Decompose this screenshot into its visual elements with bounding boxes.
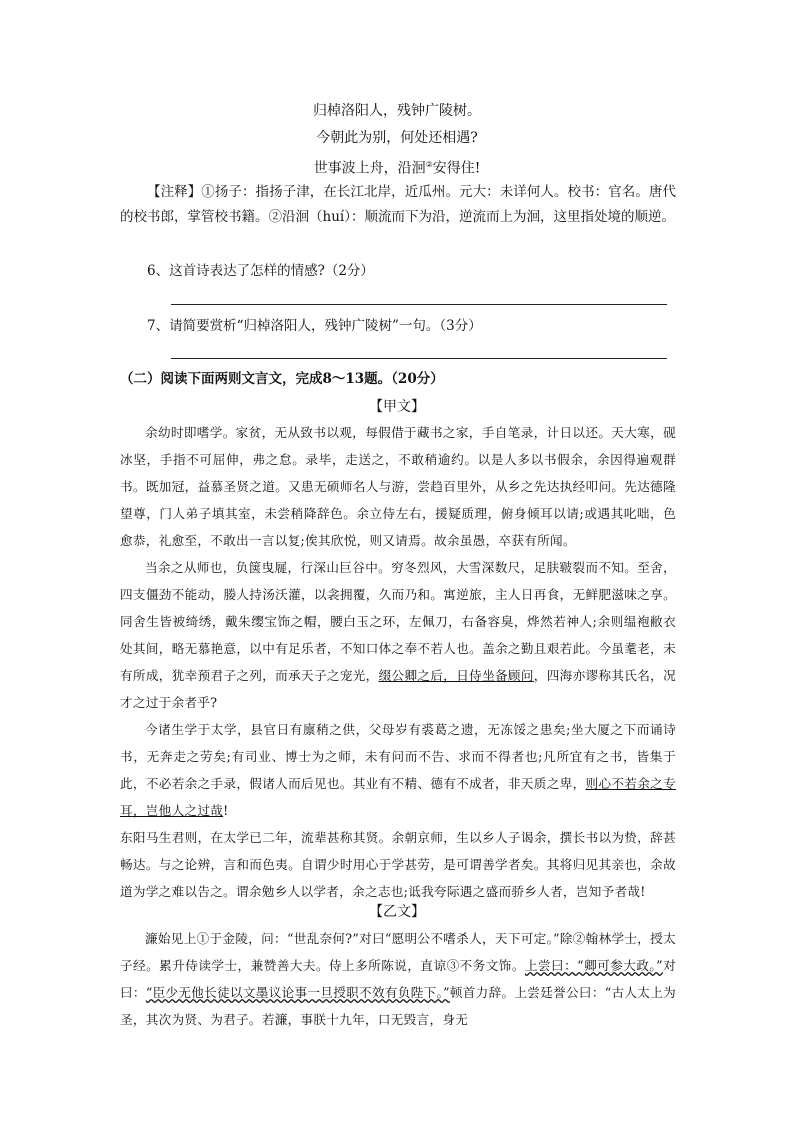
jia-paragraph-4: 东阳马生君则，在太学已二年，流辈甚称其贤。余朝京师，生以乡人子谒余，撰长书以为贽，辞甚畅达。与之论辨，言和而色夷。自谓少时用心于学甚劳，是可谓善学者矣。其将归见其亲也，余故道为学之难以告之。谓余勉乡人以学者，余之志也;诋我夸际遇之盛而骄乡人者，岂知予者哉! [120, 830, 676, 899]
note-marker-3: ③ [446, 958, 460, 973]
question-7: 7、请简要赏析“归棹洛阳人，残钟广陵树”一句。（3分） [147, 318, 482, 334]
jia-paragraph-3-text: 今诸生学于太学，县官日有廪稍之供，父母岁有裘葛之遗，无冻馁之患矣;坐大厦之下而诵诗书，无奔走之劳矣;有司业、博士为之师，未有问而不告、求而不得者也;凡所宜有之书，皆集于此，不必若余之手录，假诸人而后见也。其业有不精、德有不成者，非天质之卑， [120, 722, 676, 791]
poem-line-3-end: 安得住! [432, 160, 481, 177]
poem-line-2: 今朝此为别，何处还相遇? [316, 130, 478, 146]
yi-text-f: 顿首力辞。上尝廷誉公曰：“古人太上为圣，其次为贤、为君子。若濂，事朕十九年，口无毁言，身无 [120, 985, 676, 1027]
poem-line-1: 归棹洛阳人，残钟广陵树。 [313, 103, 481, 119]
note-marker-2: ② [572, 931, 586, 946]
poem-line-3 [0, 155, 794, 179]
yi-text-c: 翰林学士，授太子经。累升侍读学士，兼赞善大夫。侍上多所陈说，直谅 [120, 931, 676, 973]
note-marker-1: ① [196, 931, 210, 946]
footnote-marker: ② [425, 160, 433, 169]
jia-paragraph-1: 余幼时即嗜学。家贫，无从致书以观，每假借于藏书之家，手自笔录，计日以还。天大寒，砚冰坚，手指不可屈伸，弗之怠。录毕，走送之，不敢稍逾约。以是人多以书假余，余因得遍观群书。既加冠，益慕圣贤之道。又患无硕师名人与游，尝趋百里外，从乡之先达执经叩问。先达德隆望尊，门人弟子填其室，未尝稍降辞色。余立侍左右，援疑质理，俯身倾耳以请;或遇其叱咄，色愈恭，礼愈至，不敢出一言以复;俟其欣悦，则又请焉。故余虽愚，卒获有所闻。 [120, 425, 676, 548]
yi-paragraph-1 [120, 925, 676, 1033]
jia-paragraph-3-end: ! [223, 803, 229, 818]
question-6: 6、这首诗表达了怎样的情感?（2分） [147, 263, 374, 279]
yi-text-b: 于金陵，问：“世乱奈何?”对曰“愿明公不嗜杀人，天下可定。”除 [209, 931, 573, 946]
section-2-heading: （二）阅读下面两则文言文，完成8～13题。（20分） [120, 371, 444, 387]
answer-line-q6[interactable] [171, 304, 667, 305]
yi-text-d: 不务文饰。 [459, 958, 525, 973]
jia-paragraph-2-text: 当余之从师也，负箧曳屣，行深山巨谷中。穷冬烈风，大雪深数尺，足肤皲裂而不知。至舍，四支僵劲不能动，媵人持汤沃灌，以衾拥覆，久而乃和。寓逆旅，主人日再食，无鲜肥滋味之享。同舍生皆被绮绣，戴朱缨宝饰之帽，腰白玉之环，左佩刀，右备容臭，烨然若神人;余则缊袍敝衣处其间，略无慕艳意，以中有足乐者，不知口体之奉不若人也。盖余之勤且艰若此。今虽耄老，未有所成，犹幸预君子之列，而承天子之宠光， [120, 560, 676, 683]
jia-title: 【甲文】 [369, 399, 425, 415]
yi-text-a: 濂始见上 [145, 931, 197, 946]
jia-paragraph-2-end: ，四海亦谬称其氏名，况才之过于余者乎? [120, 668, 676, 710]
yi-wavy-sentence-1: 上尝曰：“卿可参大政。” [524, 958, 663, 973]
yi-text-e: 对曰： [120, 958, 676, 1000]
jia-underlined-sentence-2: 则心不若余之专耳，岂他人之过哉 [120, 776, 676, 818]
yi-title: 【乙文】 [369, 904, 425, 920]
jia-text [120, 419, 676, 905]
jia-paragraph-2 [120, 554, 676, 716]
jia-underlined-sentence-1: 缀公卿之后，日侍坐备顾问 [378, 668, 534, 683]
annotation-notes: 【注释】①扬子：指扬子津，在长江北岸，近瓜州。元大：未详何人。校书：官名。唐代的校书郎，掌管校书籍。②沿洄（huí）：顺流而下为沿，逆流而上为洄，这里指处境的顺逆。 [120, 184, 676, 225]
yi-wavy-sentence-2: “臣少无他长徒以文墨议论事一旦授职不效有负陛下。” [145, 985, 450, 1000]
jia-paragraph-3 [120, 716, 676, 824]
poem-line-3-text: 世事波上舟，沿洄 [313, 160, 426, 177]
yi-text [120, 925, 676, 1033]
answer-line-q7[interactable] [171, 358, 667, 359]
